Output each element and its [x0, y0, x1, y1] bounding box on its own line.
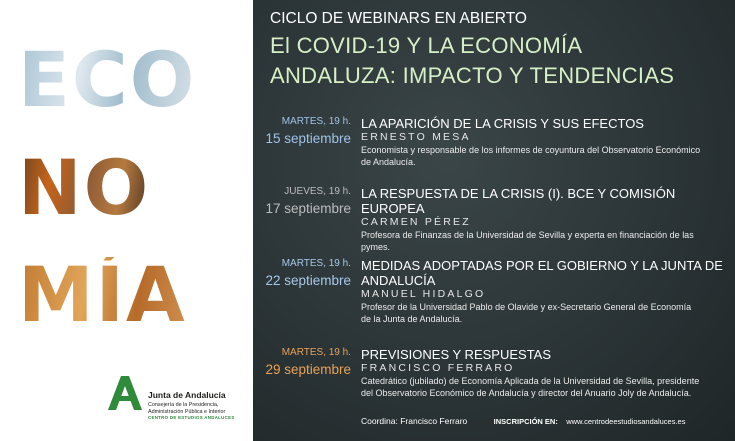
series-title: CICLO DE WEBINARS EN ABIERTO	[270, 10, 527, 27]
session-description: Profesora de Finanzas de la Universidad de Sevilla y experta en financiación de las	[361, 230, 694, 240]
big-word-mia: MÍA	[18, 250, 187, 339]
session-day: MARTES, 19 h.	[281, 116, 351, 127]
left-panel	[0, 0, 253, 441]
chalkboard-panel	[253, 0, 735, 441]
session-title: LA RESPUESTA DE LA CRISIS (I). BCE Y COMISIÓN EUROPEA	[361, 186, 676, 216]
junta-andalucia-logo	[106, 372, 256, 432]
session-speaker: FRANCISCO FERRARO	[361, 362, 515, 374]
session-description: de Andalucía.	[361, 157, 416, 167]
junta-a-logo-icon	[106, 374, 144, 412]
session-datetime	[253, 116, 351, 146]
session-info	[361, 347, 731, 399]
registration-label: INSCRIPCIÓN EN:	[493, 417, 558, 426]
session-day: MARTES, 19 h.	[281, 347, 351, 358]
footer	[361, 416, 685, 426]
logo-sub-line: Administración Pública e Interior	[148, 408, 226, 415]
session-speaker: MANUEL HIDALGO	[361, 288, 486, 300]
session-date: 22 septiembre	[265, 273, 351, 288]
session-title: ANDALUCÍA	[361, 273, 436, 288]
session-info	[361, 258, 731, 325]
session-datetime	[253, 258, 351, 288]
session-date: 29 septiembre	[265, 362, 351, 377]
main-title-line: ANDALUZA: IMPACTO Y TENDENCIAS	[270, 63, 675, 88]
main-title-line: El COVID-19 Y LA ECONOMÍA	[270, 33, 583, 58]
session-description: Economista y responsable de los informes de coyuntura del Observatorio Económico	[361, 145, 701, 155]
session-date: 15 septiembre	[265, 131, 351, 146]
session-datetime	[253, 186, 351, 216]
session-speaker: ERNESTO MESA	[361, 131, 471, 143]
logo-sub-line: Consejería de la Presidencia,	[148, 402, 219, 408]
big-word-eco: ECO	[18, 35, 197, 124]
session-title: MEDIDAS ADOPTADAS POR EL GOBIERNO Y LA JUNTA DE	[361, 258, 723, 273]
logo-subtitle	[148, 402, 225, 415]
session-description: Catedrático (jubilado) de Economía Aplicada de la Universidad de Sevilla, presidente	[361, 376, 700, 386]
logo-name: Junta de Andalucía	[148, 390, 226, 400]
session-description: de la Junta de Andalucía.	[361, 314, 463, 324]
session-speaker: CARMEN PÉREZ	[361, 216, 471, 228]
session-info	[361, 186, 731, 253]
session-description: pymes.	[361, 242, 391, 252]
logo-center-name: CENTRO DE ESTUDIOS ANDALUCES	[148, 415, 235, 420]
session-title: PREVISIONES Y RESPUESTAS	[361, 347, 552, 362]
session-description: del Observatorio Económico de Andalucía y director del Anuario Joly de Andalucía.	[361, 388, 692, 398]
session-info	[361, 116, 731, 168]
session-datetime	[253, 347, 351, 377]
session-day: MARTES, 19 h.	[281, 258, 351, 269]
session-title: LA APARICIÓN DE LA CRISIS Y SUS EFECTOS	[361, 116, 644, 131]
big-word-no: NO	[18, 143, 151, 232]
session-description: Profesor de la Universidad Pablo de Olavide y ex-Secretario General de Economía	[361, 302, 692, 312]
session-date: 17 septiembre	[265, 201, 351, 216]
registration-link[interactable]: www.centrodeestudiosandaluces.es	[566, 417, 686, 426]
coordination-text: Coordina: Francisco Ferraro	[361, 416, 468, 426]
session-day: JUEVES, 19 h.	[284, 186, 351, 197]
